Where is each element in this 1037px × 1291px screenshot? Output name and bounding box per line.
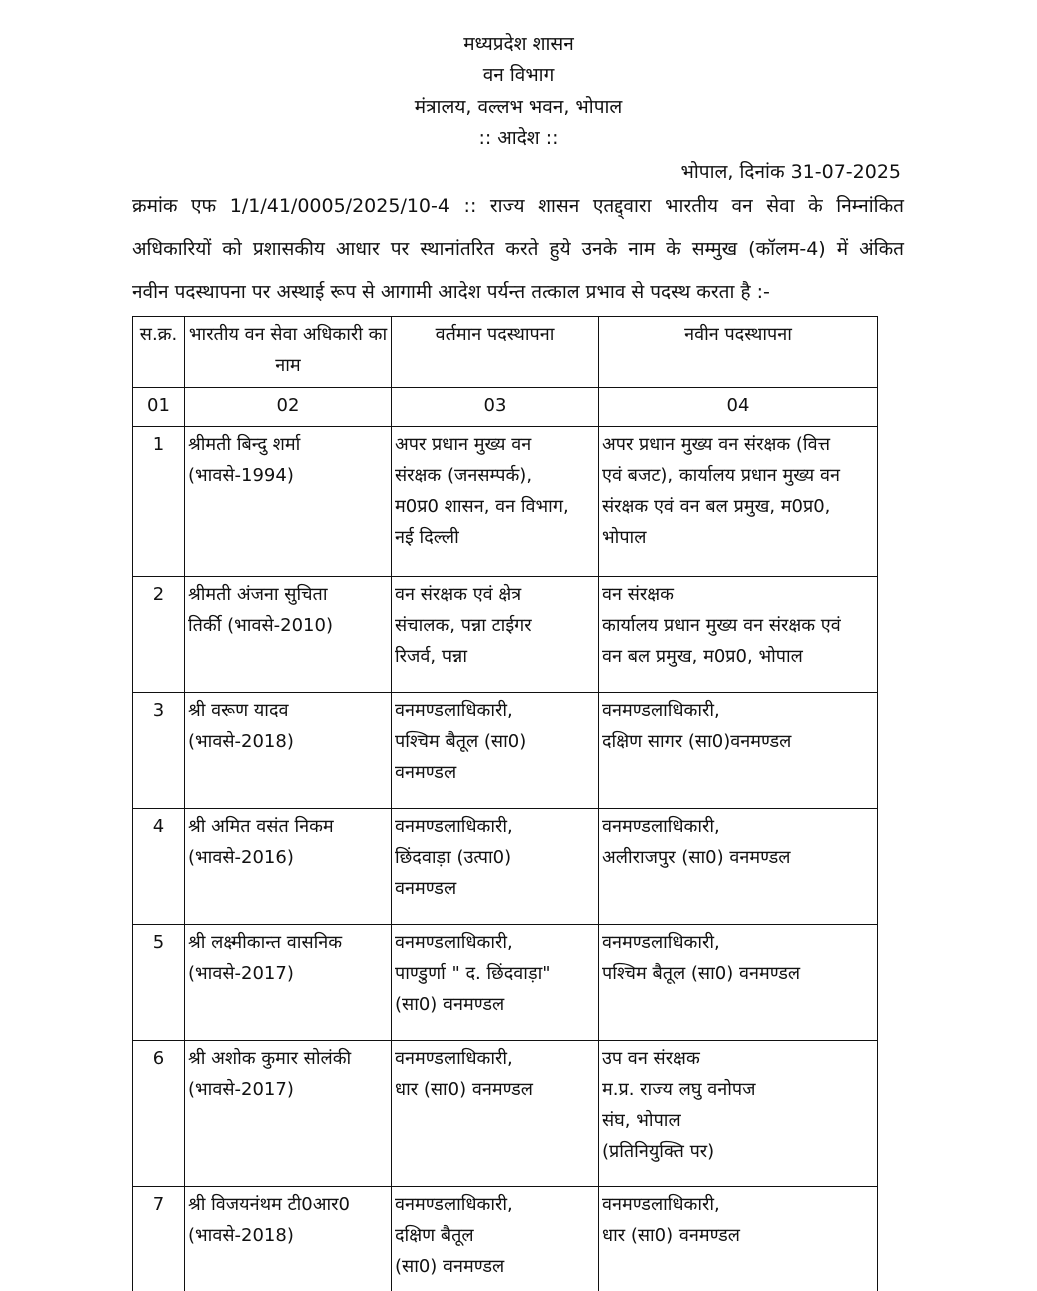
cell-text-line: संचालक, पन्ना टाईगर (395, 610, 595, 641)
officer-name-cell (185, 427, 392, 577)
cell-text-line: वनमण्डलाधिकारी, (602, 811, 874, 842)
column-number: 04 (599, 388, 878, 427)
cell-text-line: (सा0) वनमण्डल (395, 1251, 595, 1282)
cell-text-line: (भावसे-2017) (188, 1074, 388, 1105)
cell-text-line: वन संरक्षक (602, 579, 874, 610)
cell-text-line: श्री विजयनंथम टी0आर0 (188, 1189, 388, 1220)
cell-text-line: नई दिल्ली (395, 522, 595, 553)
officer-name-cell (185, 1041, 392, 1187)
table-row (133, 577, 878, 693)
cell-text-line: श्रीमती अंजना सुचिता (188, 579, 388, 610)
header-officer-name: भारतीय वन सेवा अधिकारी का नाम (185, 317, 392, 388)
column-number: 03 (392, 388, 599, 427)
current-posting-cell (392, 693, 599, 809)
table-body (133, 427, 878, 1291)
table-row (133, 925, 878, 1041)
column-number: 01 (133, 388, 185, 427)
header-current-posting: वर्तमान पदस्थापना (392, 317, 599, 388)
cell-text-line: वनमण्डलाधिकारी, (395, 695, 595, 726)
cell-text-line: रिजर्व, पन्ना (395, 641, 595, 672)
cell-text-line: उप वन संरक्षक (602, 1043, 874, 1074)
transfer-table (132, 316, 878, 1291)
intro-line-3: नवीन पदस्थापना पर अस्थाई रूप से आगामी आदेश पर्यन्त तत्काल प्रभाव से पदस्थ करता है :- (132, 280, 904, 304)
header-serial: स.क्र. (133, 317, 185, 388)
cell-text-line: (सा0) वनमण्डल (395, 989, 595, 1020)
officer-name-cell (185, 925, 392, 1041)
cell-text-line: वनमण्डलाधिकारी, (395, 927, 595, 958)
cell-text-line: धार (सा0) वनमण्डल (602, 1220, 874, 1251)
cell-text-line: श्री वरूण यादव (188, 695, 388, 726)
current-posting-cell (392, 925, 599, 1041)
current-posting-cell (392, 809, 599, 925)
cell-text-line: वनमण्डलाधिकारी, (395, 811, 595, 842)
cell-text-line: अपर प्रधान मुख्य वन (395, 429, 595, 460)
office-address: मंत्रालय, वल्लभ भवन, भोपाल (0, 95, 1037, 119)
cell-text-line: पश्चिम बैतूल (सा0) (395, 726, 595, 757)
cell-text-line: कार्यालय प्रधान मुख्य वन संरक्षक एवं (602, 610, 874, 641)
table-row (133, 1041, 878, 1187)
new-posting-cell (599, 693, 878, 809)
cell-text-line: वनमण्डलाधिकारी, (602, 1189, 874, 1220)
cell-text-line: श्री अमित वसंत निकम (188, 811, 388, 842)
officer-name-cell (185, 1187, 392, 1291)
cell-text-line: (प्रतिनियुक्ति पर) (602, 1136, 874, 1167)
cell-text-line: (भावसे-2017) (188, 958, 388, 989)
current-posting-cell (392, 1187, 599, 1291)
cell-text-line: (भावसे-2018) (188, 726, 388, 757)
cell-text-line: छिंदवाड़ा (उत्पा0) (395, 842, 595, 873)
cell-text-line: अलीराजपुर (सा0) वनमण्डल (602, 842, 874, 873)
cell-text-line: दक्षिण बैतूल (395, 1220, 595, 1251)
government-title: मध्यप्रदेश शासन (0, 32, 1037, 56)
officer-name-cell (185, 809, 392, 925)
cell-text-line: वनमण्डल (395, 873, 595, 904)
order-title: :: आदेश :: (0, 126, 1037, 150)
table-row (133, 809, 878, 925)
serial-number-cell: 3 (133, 693, 185, 809)
current-posting-cell (392, 1041, 599, 1187)
serial-number-cell: 6 (133, 1041, 185, 1187)
cell-text-line: श्रीमती बिन्दु शर्मा (188, 429, 388, 460)
header-new-posting: नवीन पदस्थापना (599, 317, 878, 388)
serial-number-cell: 7 (133, 1187, 185, 1291)
cell-text-line: वनमण्डलाधिकारी, (395, 1043, 595, 1074)
department-title: वन विभाग (0, 63, 1037, 87)
current-posting-cell (392, 427, 599, 577)
cell-text-line: वनमण्डलाधिकारी, (395, 1189, 595, 1220)
table-row (133, 427, 878, 577)
cell-text-line: पश्चिम बैतूल (सा0) वनमण्डल (602, 958, 874, 989)
intro-line-1: क्रमांक एफ 1/1/41/0005/2025/10-4 :: राज्य शासन एतद्द्वारा भारतीय वन सेवा के निम्नांकित (132, 194, 904, 218)
new-posting-cell (599, 427, 878, 577)
cell-text-line: भोपाल (602, 522, 874, 553)
intro-line-2: अधिकारियों को प्रशासकीय आधार पर स्थानांतरित करते हुये उनके नाम के सम्मुख (कॉलम-4) में अंकित (132, 237, 904, 261)
cell-text-line: म.प्र. राज्य लघु वनोपज (602, 1074, 874, 1105)
serial-number-cell: 5 (133, 925, 185, 1041)
new-posting-cell (599, 809, 878, 925)
cell-text-line: धार (सा0) वनमण्डल (395, 1074, 595, 1105)
cell-text-line: एवं बजट), कार्यालय प्रधान मुख्य वन (602, 460, 874, 491)
cell-text-line: (भावसे-2016) (188, 842, 388, 873)
officer-name-cell (185, 693, 392, 809)
cell-text-line: वनमण्डल (395, 757, 595, 788)
serial-number-cell: 4 (133, 809, 185, 925)
table-header-row (133, 317, 878, 388)
column-number: 02 (185, 388, 392, 427)
cell-text-line: संरक्षक एवं वन बल प्रमुख, म0प्र0, (602, 491, 874, 522)
cell-text-line: वनमण्डलाधिकारी, (602, 695, 874, 726)
cell-text-line: वनमण्डलाधिकारी, (602, 927, 874, 958)
new-posting-cell (599, 577, 878, 693)
cell-text-line: वन बल प्रमुख, म0प्र0, भोपाल (602, 641, 874, 672)
cell-text-line: म0प्र0 शासन, वन विभाग, (395, 491, 595, 522)
cell-text-line: पाण्डुर्णा " द. छिंदवाड़ा" (395, 958, 595, 989)
cell-text-line: श्री अशोक कुमार सोलंकी (188, 1043, 388, 1074)
cell-text-line: तिर्की (भावसे-2010) (188, 610, 388, 641)
column-number-row (133, 388, 878, 427)
cell-text-line: श्री लक्ष्मीकान्त वासनिक (188, 927, 388, 958)
new-posting-cell (599, 1187, 878, 1291)
officer-name-cell (185, 577, 392, 693)
serial-number-cell: 1 (133, 427, 185, 577)
table-row (133, 693, 878, 809)
table-row (133, 1187, 878, 1291)
cell-text-line: अपर प्रधान मुख्य वन संरक्षक (वित्त (602, 429, 874, 460)
order-date: भोपाल, दिनांक 31-07-2025 (681, 158, 901, 184)
cell-text-line: (भावसे-2018) (188, 1220, 388, 1251)
serial-number-cell: 2 (133, 577, 185, 693)
cell-text-line: दक्षिण सागर (सा0)वनमण्डल (602, 726, 874, 757)
new-posting-cell (599, 1041, 878, 1187)
new-posting-cell (599, 925, 878, 1041)
cell-text-line: संरक्षक (जनसम्पर्क), (395, 460, 595, 491)
current-posting-cell (392, 577, 599, 693)
cell-text-line: (भावसे-1994) (188, 460, 388, 491)
cell-text-line: वन संरक्षक एवं क्षेत्र (395, 579, 595, 610)
cell-text-line: संघ, भोपाल (602, 1105, 874, 1136)
